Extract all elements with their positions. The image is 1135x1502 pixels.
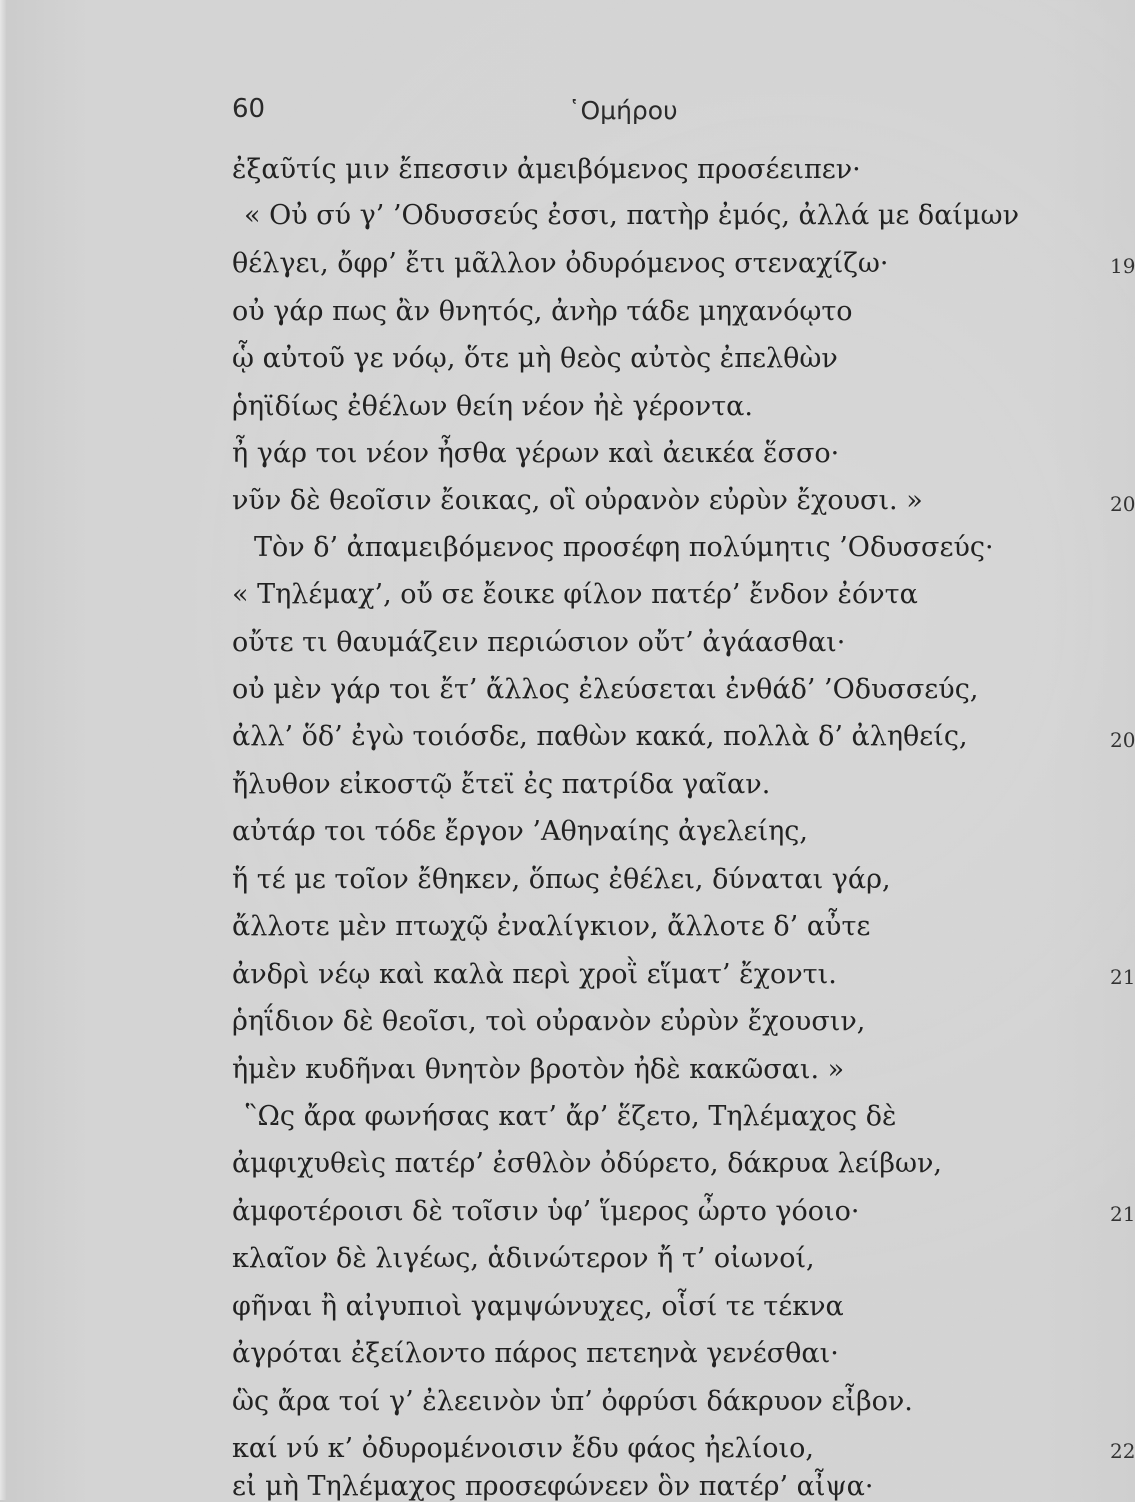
verse-line: ἐξαῦτίς μιν ἔπεσσιν ἀμειβόμενος προσέειπεν· (232, 154, 861, 185)
verse-line: ῥηϊδίως ἐθέλων θείη νέον ἠὲ γέροντα. (232, 391, 753, 422)
verse-line: ὣς ἄρα τοί γ’ ἐλεεινὸν ὑπ’ ὀφρύσι δάκρυον εἶβον. (232, 1386, 913, 1417)
verse-line: εἰ μὴ Τηλέμαχος προσεφώνεεν ὃν πατέρ’ αἶψα· (232, 1471, 874, 1502)
verse-line: ἀμφιχυθεὶς πατέρ’ ἐσθλὸν ὀδύρετο, δάκρυα λείβων, (232, 1148, 942, 1179)
running-title: ῾Ομήρου (568, 96, 678, 125)
page-number: 60 (232, 94, 266, 124)
verse-line: θέλγει, ὄφρ’ ἔτι μᾶλλον ὀδυρόμενος στεναχίζω· (232, 248, 889, 279)
line-number: 20 (1110, 728, 1135, 752)
verse-line: Τὸν δ’ ἀπαμειβόμενος προσέφη πολύμητις ’Οδυσσεύς· (254, 532, 994, 563)
line-number: 20 (1110, 492, 1135, 516)
verse-line: νῦν δὲ θεοῖσιν ἔοικας, οἳ οὐρανὸν εὐρὺν ἔχουσι. » (232, 485, 923, 516)
verse-line: κλαῖον δὲ λιγέως, ἁδινώτερον ἤ τ’ οἰωνοί, (232, 1243, 815, 1274)
verse-line: οὔτε τι θαυμάζειν περιώσιον οὔτ’ ἀγάασθαι· (232, 627, 846, 658)
verse-line: « Οὐ σύ γ’ ’Οδυσσεύς ἐσσι, πατὴρ ἐμός, ἀλλά με δαίμων (244, 200, 1019, 231)
verse-line: οὐ μὲν γάρ τοι ἔτ’ ἄλλος ἐλεύσεται ἐνθάδ’ ’Οδυσσεύς, (232, 674, 979, 705)
verse-line: ἀλλ’ ὅδ’ ἐγὼ τοιόσδε, παθὼν κακά, πολλὰ δ’ ἀληθείς, (232, 721, 968, 752)
verse-line: ᾧ αὐτοῦ γε νόῳ, ὅτε μὴ θεὸς αὐτὸς ἐπελθὼν (232, 343, 838, 374)
verse-line: ἠμὲν κυδῆναι θνητὸν βροτὸν ἠδὲ κακῶσαι. » (232, 1054, 845, 1085)
line-number: 21 (1110, 965, 1135, 989)
verse-line: ἤλυθον εἰκοστῷ ἔτεϊ ἐς πατρίδα γαῖαν. (232, 769, 771, 800)
verse-line: ἄλλοτε μὲν πτωχῷ ἐναλίγκιον, ἄλλοτε δ’ αὖτε (232, 911, 871, 942)
line-number: 21 (1110, 1202, 1135, 1226)
verse-line: ἀνδρὶ νέῳ καὶ καλὰ περὶ χροῒ εἵματ’ ἔχοντι. (232, 959, 837, 990)
verse-line: ῝Ως ἄρα φωνήσας κατ’ ἄρ’ ἕζετο, Τηλέμαχος δὲ (244, 1101, 897, 1132)
verse-line: « Τηλέμαχ’, οὔ σε ἔοικε φίλον πατέρ’ ἔνδον ἐόντα (232, 579, 918, 610)
line-number: 22 (1110, 1439, 1135, 1463)
verse-line: ἀμφοτέροισι δὲ τοῖσιν ὑφ’ ἵμερος ὦρτο γόοιο· (232, 1196, 860, 1227)
verse-line: ῥηΐδιον δὲ θεοῖσι, τοὶ οὐρανὸν εὐρὺν ἔχουσιν, (232, 1006, 866, 1037)
verse-line: ἦ γάρ τοι νέον ἦσθα γέρων καὶ ἀεικέα ἕσσο· (232, 438, 840, 469)
verse-line: ἥ τέ με τοῖον ἔθηκεν, ὅπως ἐθέλει, δύναται γάρ, (232, 864, 891, 895)
line-number: 19 (1110, 254, 1135, 278)
verse-line: φῆναι ἢ αἰγυπιοὶ γαμψώνυχες, οἷσί τε τέκνα (232, 1291, 844, 1322)
verse-line: οὐ γάρ πως ἂν θνητός, ἀνὴρ τάδε μηχανόῳτο (232, 296, 853, 327)
verse-line: αὐτάρ τοι τόδε ἔργον ’Αθηναίης ἀγελείης, (232, 816, 808, 847)
verse-line: ἀγρόται ἐξείλοντο πάρος πετεηνὰ γενέσθαι· (232, 1338, 839, 1369)
verse-line: καί νύ κ’ ὀδυρομένοισιν ἔδυ φάος ἠελίοιο, (232, 1433, 814, 1464)
